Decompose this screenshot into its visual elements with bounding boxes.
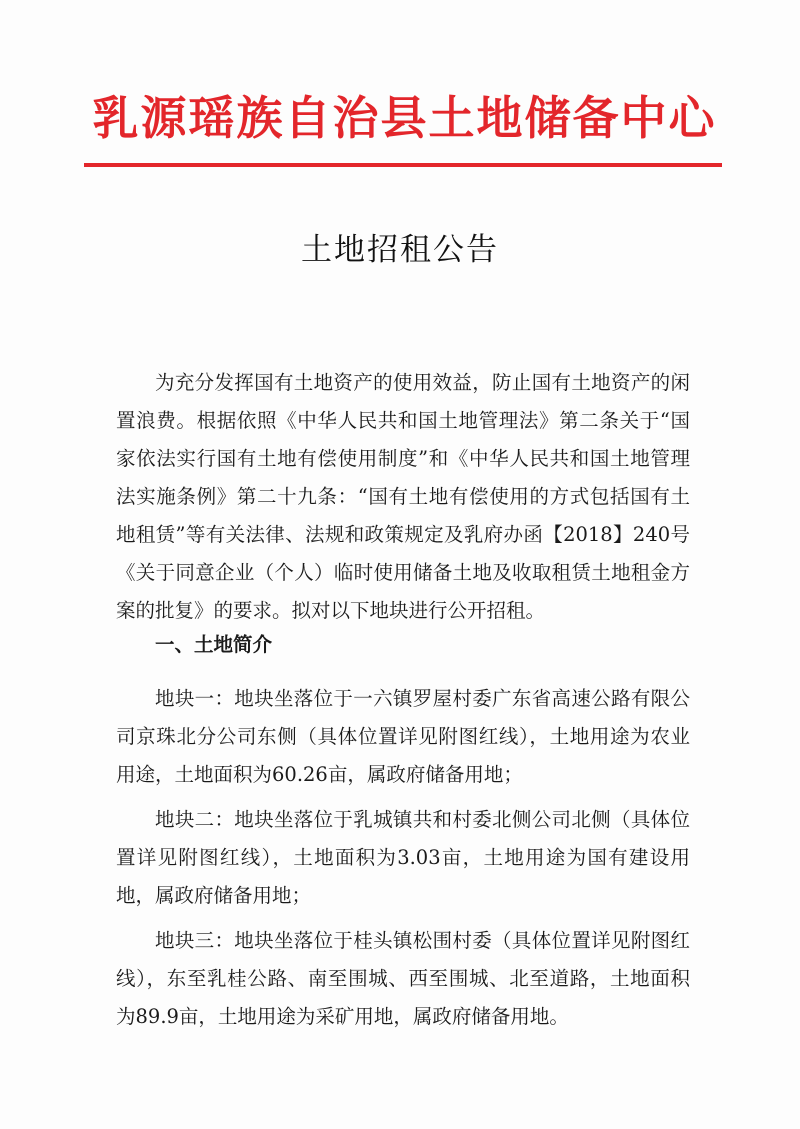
plot-2-paragraph: 地块二：地块坐落位于乳城镇共和村委北侧公司北侧（具体位置详见附图红线），土地面积为3.03亩，土地用途为国有建设用地，属政府储备用地； (116, 808, 690, 907)
letterhead-red-rule (84, 163, 722, 167)
plot-3-paragraph: 地块三：地块坐落位于桂头镇松围村委（具体位置详见附图红线），东至乳桂公路、南至围城、西至围城、北至道路，土地面积为89.9亩，土地用途为采矿用地，属政府储备用地。 (116, 929, 690, 1028)
section-heading-land-intro: 一、土地简介 (155, 633, 273, 656)
plot-1-paragraph: 地块一：地块坐落位于一六镇罗屋村委广东省高速公路有限公司京珠北分公司东侧（具体位置详见附图红线），土地用途为农业用途，土地面积为60.26亩，属政府储备用地； (116, 687, 690, 786)
document-title: 土地招租公告 (301, 232, 499, 268)
intro-paragraph: 为充分发挥国有土地资产的使用效益，防止国有土地资产的闲置浪费。根据依照《中华人民共和国土地管理法》第二条关于“国家依法实行国有土地有偿使用制度”和《中华人民共和国土地管理法实施条例》第二十九条：“国有土地有偿使用的方式包括国有土地租赁”等有关法律、法规和政策规定及乳府办函【2018】240号《关于同意企业（个人）临时使用储备土地及收取租赁土地租金方案的批复》的要求。拟对以下地块进行公开招租。 (116, 371, 690, 622)
letterhead-org-name: 乳源瑶族自治县土地储备中心 (92, 91, 717, 145)
